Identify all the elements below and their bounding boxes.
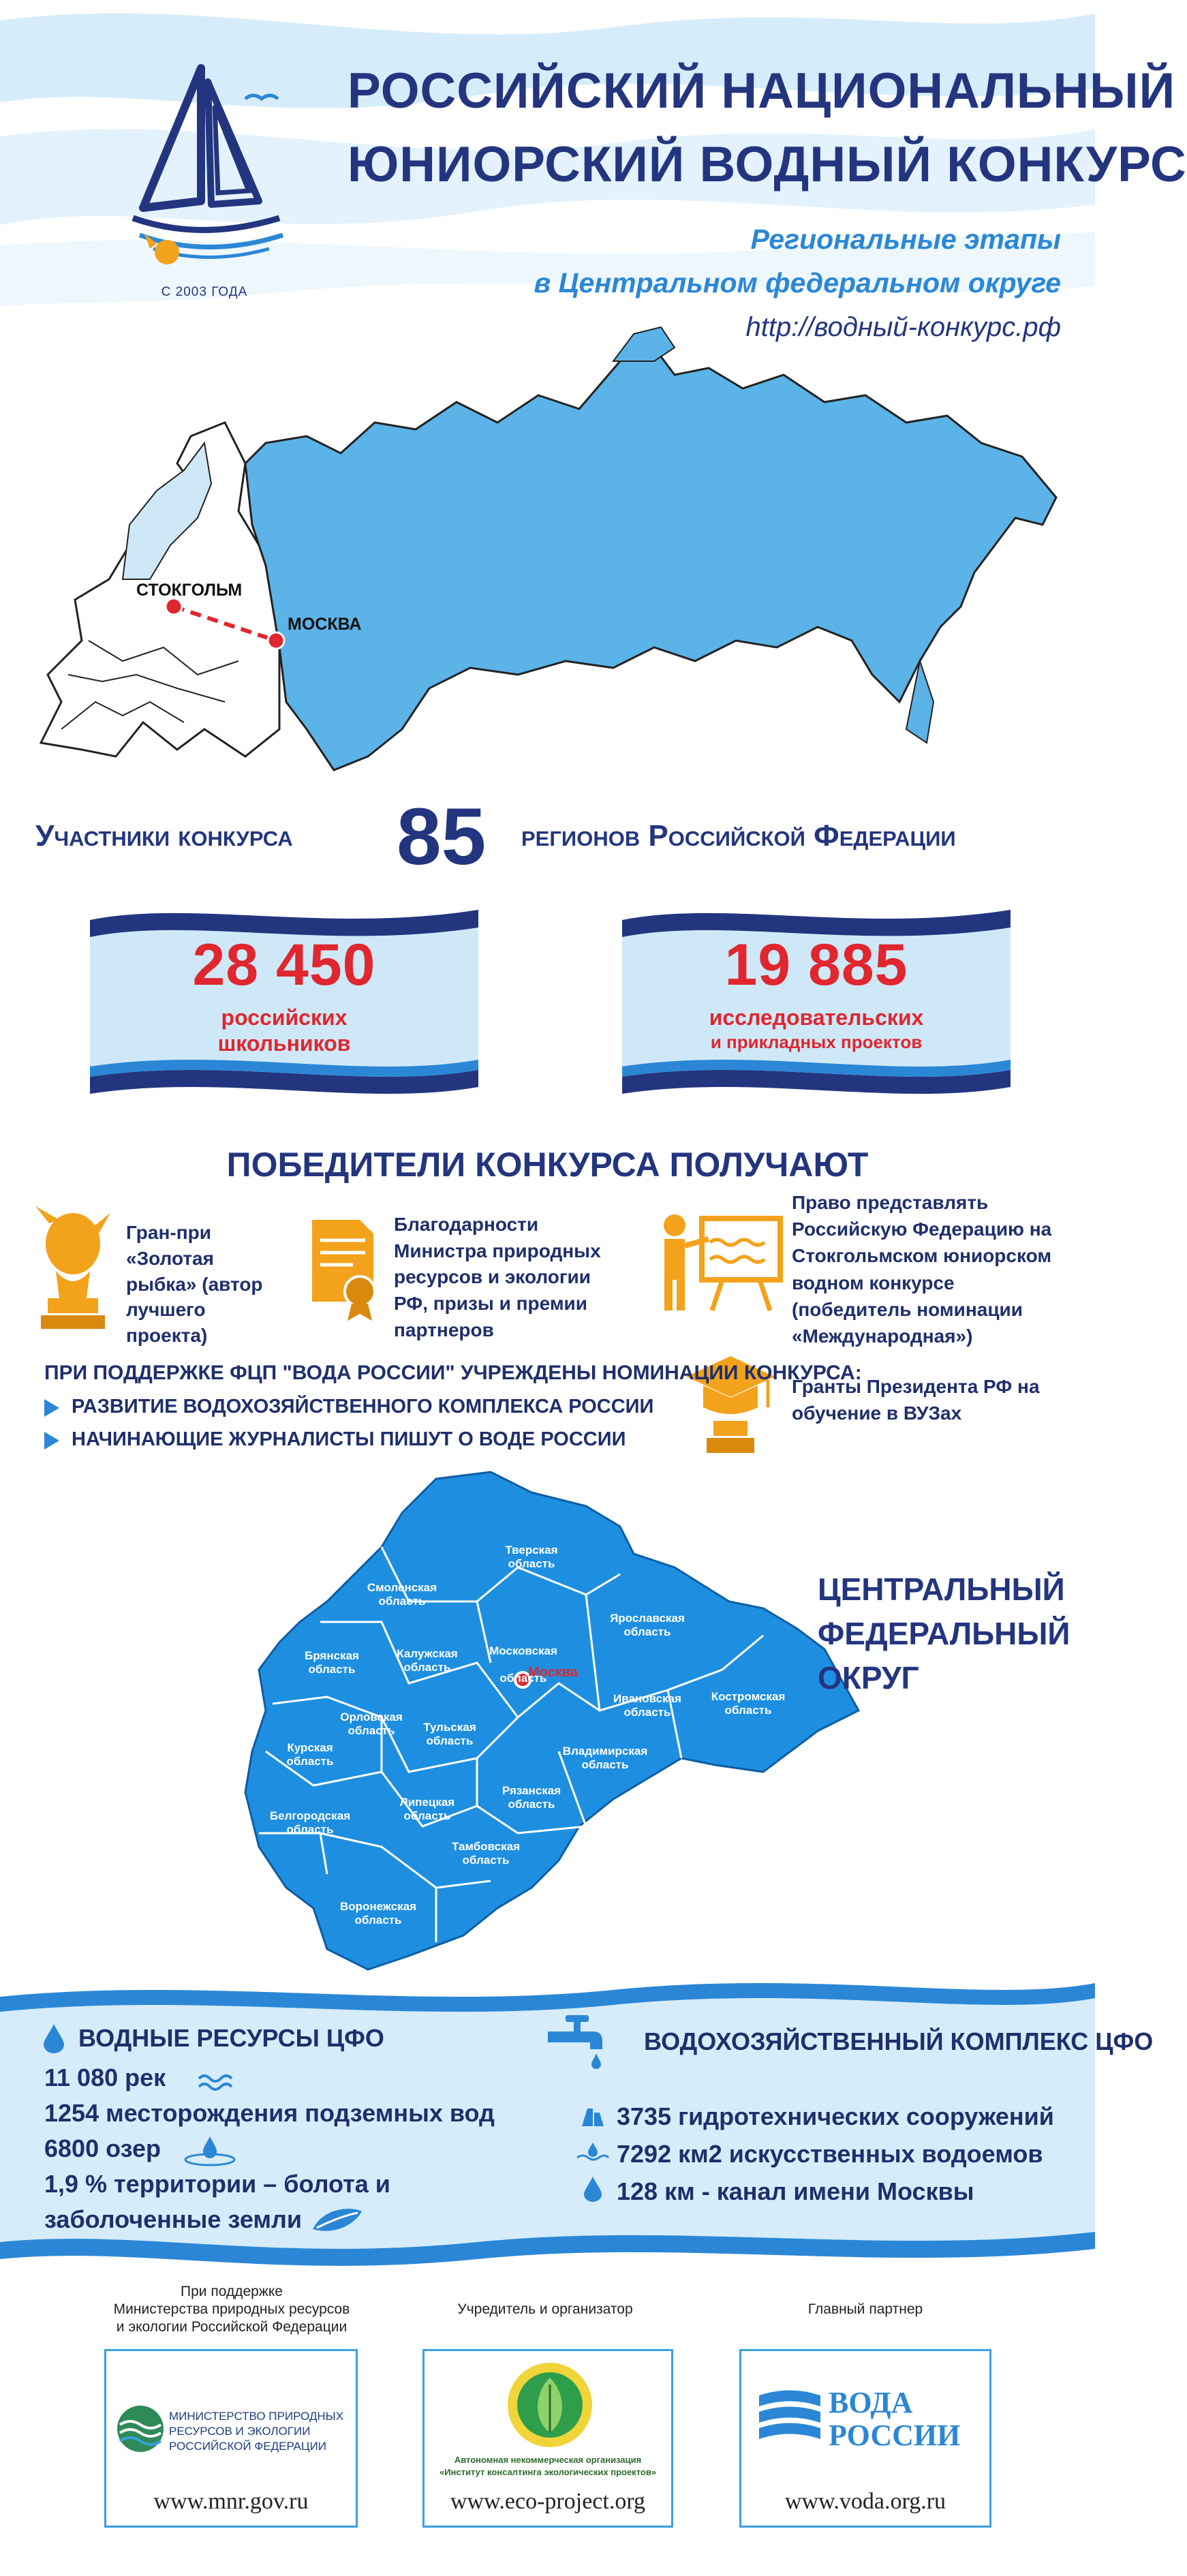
nominations-heading: ПРИ ПОДДЕРЖКЕ ФЦП "ВОДА РОССИИ" УЧРЕЖДЕНЫ НОМИНАЦИИ КОНКУРСА: bbox=[44, 1362, 862, 1384]
regions-count: 85 bbox=[397, 792, 487, 882]
ministry-caption-3: и экологии Российской Федерации bbox=[116, 2319, 348, 2335]
projects-card bbox=[622, 903, 1011, 1101]
water-tap-icon bbox=[545, 2014, 606, 2075]
region-label-tambov: Тамбовская область bbox=[451, 1840, 521, 1867]
schoolchildren-number: 28 450 bbox=[192, 932, 376, 998]
winner-item-grand-prix: Гран-при «Золотая рыбка» (автор лучшего проекта) bbox=[126, 1222, 263, 1347]
presenter-icon bbox=[654, 1212, 790, 1314]
participants-row bbox=[0, 791, 1095, 882]
organizer-logo-text-2: «Институт консалтинга экологических проектов» bbox=[439, 2467, 657, 2477]
ministry-logo-text-1: МИНИСТЕРСТВО ПРИРОДНЫХ bbox=[169, 2410, 344, 2423]
cfo-title-line-2: ФЕДЕРАЛЬНЫЙ bbox=[818, 1616, 1070, 1651]
cfo-title-line-3: ОКРУГ bbox=[818, 1660, 919, 1696]
golden-fish-trophy-icon bbox=[29, 1203, 117, 1332]
partner-caption: Главный партнер bbox=[807, 2301, 923, 2317]
region-label-yaroslavl: Ярославская область bbox=[610, 1612, 685, 1638]
europe-russia-map-graphic bbox=[20, 320, 1083, 784]
winners-heading: ПОБЕДИТЕЛИ КОНКУРСА ПОЛУЧАЮТ bbox=[226, 1146, 869, 1184]
cfo-regions-map-graphic bbox=[0, 1465, 1095, 1983]
water-resource-item: заболоченные земли bbox=[44, 2205, 303, 2233]
footer bbox=[0, 2269, 1095, 2576]
winner-item-grants: Гранты Президента РФ на обучение в ВУЗах bbox=[792, 1376, 1040, 1424]
region-label-vladimir: Владимирская область bbox=[562, 1745, 648, 1771]
ministry-caption-2: Министерства природных ресурсов bbox=[113, 2301, 350, 2317]
subtitle-line-1: Региональные этапы bbox=[750, 224, 1061, 255]
swamp-leaf-icon bbox=[310, 2205, 365, 2235]
russia-map bbox=[20, 320, 1083, 784]
region-label-tver: Тверская область bbox=[505, 1544, 558, 1570]
resources-section bbox=[0, 1963, 1154, 2263]
region-label-orel: Орловская область bbox=[340, 1711, 403, 1737]
regions-label: регионов Российской Федерации bbox=[521, 819, 956, 853]
waves-icon bbox=[198, 2072, 238, 2092]
subtitle-line-2: в Центральном федеральном округе bbox=[534, 267, 1061, 298]
nomination-text: НАЧИНАЮЩИЕ ЖУРНАЛИСТЫ ПИШУТ О ВОДЕ РОССИИ bbox=[72, 1428, 626, 1450]
region-label-kostroma: Костромская область bbox=[711, 1690, 786, 1717]
organizer-logo-card[interactable] bbox=[422, 2349, 673, 2528]
region-label-smolensk: Смоленская область bbox=[367, 1581, 437, 1608]
bullet-arrow-icon bbox=[44, 1432, 59, 1450]
schoolchildren-card bbox=[90, 903, 478, 1101]
water-resource-item: 6800 озер bbox=[44, 2134, 161, 2162]
projects-number: 19 885 bbox=[724, 932, 908, 998]
eco-project-logo-icon bbox=[506, 2361, 594, 2449]
title-line-1: РОССИЙСКИЙ НАЦИОНАЛЬНЫЙ bbox=[348, 63, 1176, 119]
region-label-kaluga: Калужская область bbox=[397, 1647, 458, 1674]
since-year-label: С 2003 ГОДА bbox=[161, 285, 248, 299]
water-complex-item: 3735 гидротехнических сооружений bbox=[617, 2102, 1054, 2130]
water-resource-item: 1254 месторождения подземных вод bbox=[44, 2099, 495, 2127]
water-resources-heading: ВОДНЫЕ РЕСУРСЫ ЦФО bbox=[78, 2024, 384, 2052]
nomination-text: РАЗВИТИЕ ВОДОХОЗЯЙСТВЕННОГО КОМПЛЕКСА РОССИИ bbox=[72, 1396, 654, 1417]
city-label-moscow: МОСКВА bbox=[288, 615, 362, 634]
winner-item-stockholm: Право представлять Российскую Федерацию на Стокгольмском юниорском водном конкурсе (победитель номинации «Международная») bbox=[792, 1192, 1052, 1347]
cfo-map bbox=[0, 1465, 1095, 1983]
water-complex-item: 128 км - канал имени Москвы bbox=[617, 2177, 974, 2205]
water-resource-item: 11 080 рек bbox=[44, 2064, 166, 2091]
partner-logo-text-2: РОССИИ bbox=[829, 2419, 961, 2452]
ministry-logo-icon bbox=[116, 2404, 165, 2453]
partner-url-link[interactable]: www.voda.org.ru bbox=[784, 2489, 946, 2514]
region-label-bryansk: Брянская область bbox=[305, 1649, 359, 1676]
schoolchildren-label-1: российских bbox=[221, 1005, 348, 1030]
nomination-item bbox=[44, 1396, 653, 1418]
ministry-logo-text-3: РОССИЙСКОЙ ФЕДЕРАЦИИ bbox=[169, 2440, 327, 2453]
water-complex-item: 7292 км2 искусственных водоемов bbox=[617, 2140, 1043, 2168]
ministry-caption-1: При поддержке bbox=[181, 2284, 283, 2299]
moscow-marker bbox=[268, 632, 284, 649]
projects-label-2: и прикладных проектов bbox=[710, 1032, 923, 1052]
region-label-kursk: Курская область bbox=[286, 1741, 334, 1768]
region-label-belgorod: Белгородская область bbox=[269, 1809, 351, 1836]
ministry-logo-card[interactable] bbox=[104, 2349, 358, 2528]
lake-drop-icon bbox=[183, 2135, 237, 2166]
participants-label: Участники конкурса bbox=[35, 819, 293, 853]
voda-rossii-logo-icon bbox=[759, 2389, 820, 2443]
capital-label: Москва bbox=[528, 1665, 578, 1680]
header bbox=[0, 0, 1187, 342]
region-label-lipetsk: Липецкая область bbox=[399, 1796, 455, 1822]
water-drop-icon bbox=[42, 2023, 65, 2054]
organizer-url-link[interactable]: www.eco-project.org bbox=[450, 2489, 646, 2514]
region-label-voronezh: Воронежская область bbox=[339, 1900, 417, 1927]
sailboat-logo-icon bbox=[119, 65, 303, 283]
winner-item-gratitude: Благодарности Министра природных ресурсов и экологии РФ, призы и премии партнеров bbox=[394, 1214, 601, 1340]
region-label-moscow-oblast: Московская область bbox=[489, 1644, 557, 1685]
reservoir-icon bbox=[576, 2141, 610, 2162]
water-complex-heading: ВОДОХОЗЯЙСТВЕННЫЙ КОМПЛЕКС ЦФО bbox=[644, 2027, 1154, 2055]
region-label-tula: Тульская область bbox=[423, 1721, 476, 1747]
title-line-2: ЮНИОРСКИЙ ВОДНЫЙ КОНКУРС bbox=[348, 137, 1187, 192]
region-label-ivanovo: Ивановская область bbox=[613, 1692, 681, 1719]
ministry-url-link[interactable]: www.mnr.gov.ru bbox=[153, 2489, 309, 2514]
certificate-icon bbox=[305, 1213, 387, 1322]
region-label-ryazan: Рязанская область bbox=[502, 1784, 561, 1811]
partner-logo-card[interactable] bbox=[739, 2349, 991, 2528]
hydro-structure-icon bbox=[579, 2106, 606, 2129]
canal-drop-icon bbox=[583, 2175, 603, 2203]
schoolchildren-label-2: школьников bbox=[217, 1031, 351, 1056]
projects-label-1: исследовательских bbox=[709, 1005, 924, 1030]
city-label-stockholm: СТОКГОЛЬМ bbox=[136, 581, 243, 600]
bullet-arrow-icon bbox=[44, 1399, 59, 1417]
partner-logo-text-1: ВОДА bbox=[829, 2386, 913, 2419]
ministry-logo-text-2: РЕСУРСОВ И ЭКОЛОГИИ bbox=[169, 2425, 311, 2438]
cfo-title-line-1: ЦЕНТРАЛЬНЫЙ bbox=[818, 1571, 1065, 1607]
stockholm-marker bbox=[166, 598, 182, 615]
water-resource-item: 1,9 % территории – болота и bbox=[44, 2170, 390, 2198]
website-link[interactable]: http://водный-конкурс.рф bbox=[745, 312, 1061, 342]
nomination-item bbox=[44, 1428, 626, 1451]
organizer-caption: Учредитель и организатор bbox=[457, 2301, 633, 2317]
organizer-logo-text-1: Автономная некоммерческая организация bbox=[454, 2455, 642, 2465]
